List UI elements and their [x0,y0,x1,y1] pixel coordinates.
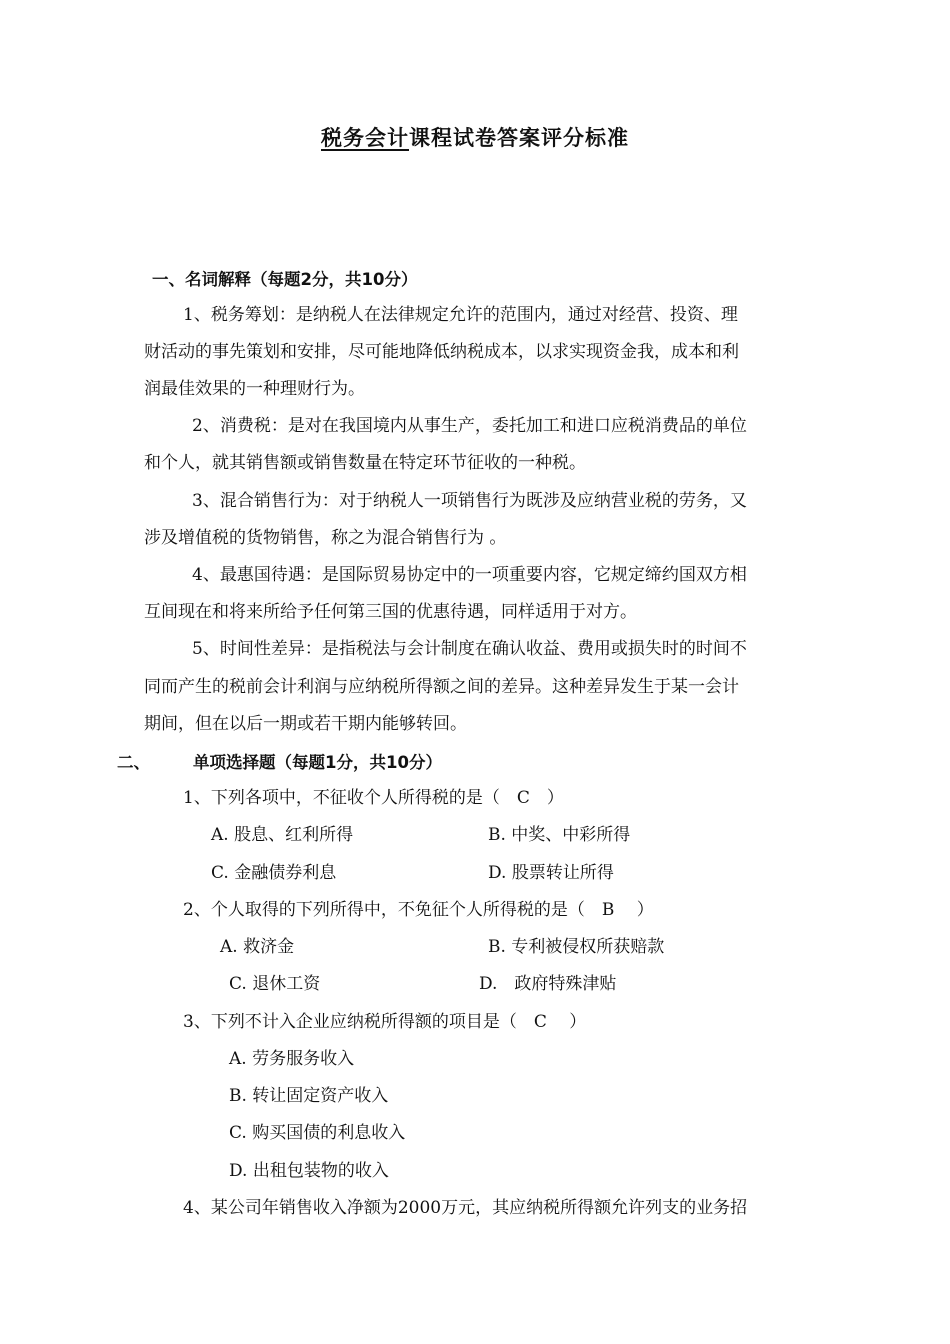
question1-option-a: A. 股息、红利所得 [211,825,354,845]
term4-line1: 4、最惠国待遇：是国际贸易协定中的一项重要内容，它规定缔约国双方相 [192,565,747,585]
question2-option-a: A. 救济金 [220,937,295,957]
question3-option-c: C. 购买国债的利息收入 [229,1123,406,1143]
term3-line1: 3、混合销售行为：对于纳税人一项销售行为既涉及应纳营业税的劳务，又 [192,491,747,511]
term1-line2: 财活动的事先策划和安排，尽可能地降低纳税成本，以求实现资金我，成本和利 [144,342,739,362]
question2-option-c: C. 退休工资 [229,974,321,994]
question1-option-c: C. 金融债券利息 [211,863,337,883]
question3-option-b: B. 转让固定资产收入 [229,1086,389,1106]
term3-line2: 涉及增值税的货物销售，称之为混合销售行为 。 [144,528,507,548]
term5-line3: 期间，但在以后一期或若干期内能够转回。 [144,714,467,734]
section1-heading: 一、名词解释（每题2分，共10分） [152,270,418,289]
document-title [0,122,950,152]
term4-line2: 互间现在和将来所给予任何第三国的优惠待遇，同样适用于对方。 [144,602,637,622]
question2-stem: 2、个人取得的下列所得中，不免征个人所得税的是（ B ） [183,900,654,920]
term1-line1: 1、税务筹划：是纳税人在法律规定允许的范围内，通过对经营、投资、理 [183,305,738,325]
question1-option-d: D. 股票转让所得 [488,863,614,883]
term1-line3: 润最佳效果的一种理财行为。 [144,379,365,399]
question1-stem: 1、下列各项中，不征收个人所得税的是（ C ） [183,788,564,808]
question3-option-a: A. 劳务服务收入 [229,1049,355,1069]
term5-line2: 同而产生的税前会计利润与应纳税所得额之间的差异。这种差异发生于某一会计 [144,677,739,697]
term5-line1: 5、时间性差异：是指税法与会计制度在确认收益、费用或损失时的时间不 [192,639,747,659]
term2-line1: 2、消费税：是对在我国境内从事生产，委托加工和进口应税消费品的单位 [192,416,747,436]
title-suffix: 课程试卷答案评分标准 [409,126,629,150]
section2-heading: 单项选择题（每题1分，共10分） [193,753,442,772]
question3-option-d: D. 出租包装物的收入 [229,1161,389,1181]
question1-option-b: B. 中奖、中彩所得 [488,825,631,845]
term2-line2: 和个人，就其销售额或销售数量在特定环节征收的一种税。 [144,453,586,473]
question4-stem: 4、某公司年销售收入净额为2000万元，其应纳税所得额允许列支的业务招 [183,1198,748,1218]
title-course-name: 税务会计 [321,126,409,150]
question2-option-d: D. 政府特殊津贴 [479,974,617,994]
section2-heading-number: 二、 [117,753,150,772]
question2-option-b: B. 专利被侵权所获赔款 [488,937,665,957]
question3-stem: 3、下列不计入企业应纳税所得额的项目是（ C ） [183,1012,587,1032]
